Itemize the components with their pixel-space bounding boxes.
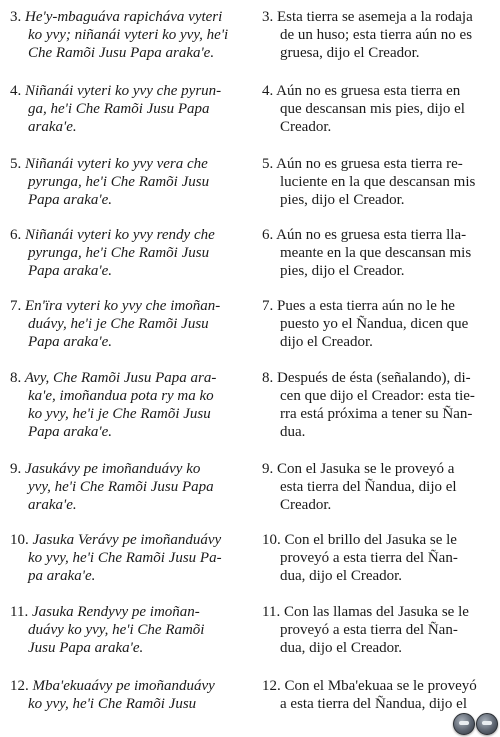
verse-line: puesto yo el Ñandua, dicen que bbox=[280, 316, 469, 332]
verse-line: esta tierra del Ñandua, dijo el bbox=[280, 479, 457, 495]
verse-line: meante en la que descansan mis bbox=[280, 245, 472, 261]
verse-line: Papa araka'e. bbox=[28, 263, 113, 279]
verse-line: pyrunga, he'i Che Ramõi Jusu bbox=[28, 245, 210, 261]
verse-line: pa araka'e. bbox=[28, 568, 96, 584]
verse-number: 11. Jasuka Rendyvy pe imoñan- bbox=[10, 604, 200, 620]
verse-number: 5. Niñanái vyteri ko yvy vera che bbox=[10, 156, 208, 172]
previous-page-button[interactable] bbox=[453, 713, 475, 735]
verse-line: ko yvy; niñanái vyteri ko yvy, he'i bbox=[28, 27, 229, 43]
verse-line: que descansan mis pies, dijo el bbox=[280, 101, 465, 117]
minus-icon bbox=[459, 721, 469, 725]
minus-icon bbox=[482, 721, 492, 725]
verse-line: ko yvy, he'i je Che Ramõi Jusu bbox=[28, 406, 211, 422]
verse-line: a esta tierra del Ñandua, dijo el bbox=[280, 696, 468, 712]
verse-line: dua. bbox=[280, 424, 306, 440]
verse-line: araka'e. bbox=[28, 497, 77, 513]
verse-number: 10. Jasuka Verávy pe imoñanduávy bbox=[10, 532, 222, 548]
verse-line: luciente en la que descansan mis bbox=[280, 174, 476, 190]
verse-line: Jusu Papa araka'e. bbox=[28, 640, 144, 656]
verse-line: Papa araka'e. bbox=[28, 334, 113, 350]
next-page-button[interactable] bbox=[476, 713, 498, 735]
verse-line: 10. Con el brillo del Jasuka se le bbox=[262, 532, 457, 548]
verse-line: proveyó a esta tierra del Ñan- bbox=[280, 550, 458, 566]
verse-line: dua, dijo el Creador. bbox=[280, 640, 403, 656]
verse-line: 6. Aún no es gruesa esta tierra lla- bbox=[262, 227, 467, 243]
verse-number: 8. Avy, Che Ramõi Jusu Papa ara- bbox=[10, 370, 217, 386]
verse-line: 11. Con las llamas del Jasuka se le bbox=[262, 604, 469, 620]
verse-line: pies, dijo el Creador. bbox=[280, 263, 405, 279]
verse-line: duávy, he'i je Che Ramõi Jusu bbox=[28, 316, 209, 332]
verse-line: 8. Después de ésta (señalando), di- bbox=[262, 370, 471, 386]
verse-number: 12. Mba'ekuaávy pe imoñanduávy bbox=[10, 678, 215, 694]
verse-line: pies, dijo el Creador. bbox=[280, 192, 405, 208]
verse-line: cen que dijo el Creador: esta tie- bbox=[280, 388, 475, 404]
verse-line: ga, he'i Che Ramõi Jusu Papa bbox=[28, 101, 210, 117]
verse-line: 5. Aún no es gruesa esta tierra re- bbox=[262, 156, 463, 172]
verse-line: Creador. bbox=[280, 119, 332, 135]
verse-line: rra está próxima a tener su Ñan- bbox=[280, 406, 473, 422]
verse-line: Che Ramõi Jusu Papa araka'e. bbox=[28, 45, 215, 61]
verse-line: pyrunga, he'i Che Ramõi Jusu bbox=[28, 174, 210, 190]
verse-line: 9. Con el Jasuka se le proveyó a bbox=[262, 461, 455, 477]
verse-line: 3. Esta tierra se asemeja a la rodaja bbox=[262, 9, 473, 25]
verse-line: yvy, he'i Che Ramõi Jusu Papa bbox=[28, 479, 214, 495]
verse-line: araka'e. bbox=[28, 119, 77, 135]
verse-line: Papa araka'e. bbox=[28, 424, 113, 440]
verse-number: 4. Niñanái vyteri ko yvy che pyrun- bbox=[10, 83, 222, 99]
verse-number: 3. He'y-mbaguáva rapicháva vyteri bbox=[10, 9, 223, 25]
verse-line: gruesa, dijo el Creador. bbox=[280, 45, 420, 61]
verse-line: dua, dijo el Creador. bbox=[280, 568, 403, 584]
verse-number: 9. Jasukávy pe imoñanduávy ko bbox=[10, 461, 201, 477]
verse-line: 12. Con el Mba'ekuaa se le proveyó bbox=[262, 678, 477, 694]
verse-number: 6. Niñanái vyteri ko yvy rendy che bbox=[10, 227, 215, 243]
verse-line: 4. Aún no es gruesa esta tierra en bbox=[262, 83, 461, 99]
verse-line: proveyó a esta tierra del Ñan- bbox=[280, 622, 458, 638]
verse-line: duávy ko yvy, he'i Che Ramõi bbox=[28, 622, 205, 638]
verse-line: ka'e, imoñandua pota ry ma ko bbox=[28, 388, 214, 404]
verse-line: Papa araka'e. bbox=[28, 192, 113, 208]
verse-line: dijo el Creador. bbox=[280, 334, 373, 350]
verse-line: Creador. bbox=[280, 497, 332, 513]
verse-line: ko yvy, he'i Che Ramõi Jusu bbox=[28, 696, 197, 712]
verse-line: ko yvy, he'i Che Ramõi Jusu Pa- bbox=[28, 550, 222, 566]
verse-line: 7. Pues a esta tierra aún no le he bbox=[262, 298, 455, 314]
verse-line: de un huso; esta tierra aún no es bbox=[280, 27, 473, 43]
verse-number: 7. En'ïra vyteri ko yvy che imoñan- bbox=[10, 298, 221, 314]
